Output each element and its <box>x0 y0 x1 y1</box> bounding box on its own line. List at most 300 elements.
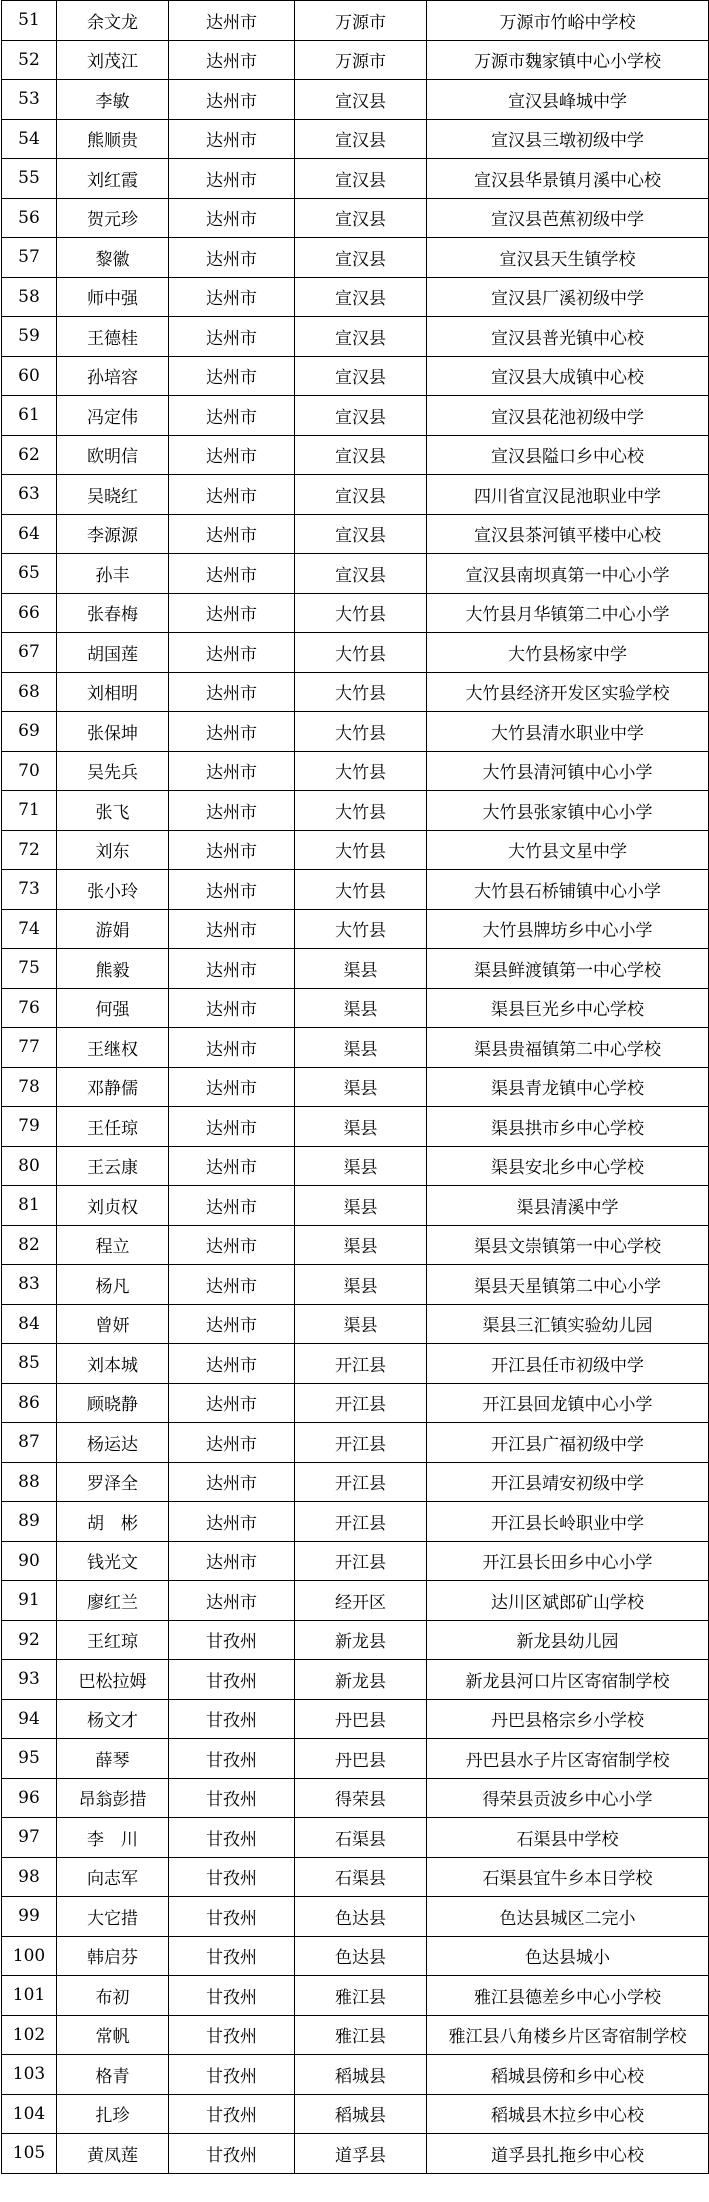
county-cell: 大竹县 <box>295 791 427 831</box>
school-cell: 宣汉县普光镇中心校 <box>427 317 709 357</box>
name-cell: 熊毅 <box>57 949 169 989</box>
row-number-cell: 77 <box>2 1028 57 1068</box>
school-cell: 渠县鲜渡镇第一中心学校 <box>427 949 709 989</box>
table-row <box>2 1 709 41</box>
school-cell: 大竹县牌坊乡中心小学 <box>427 909 709 949</box>
city-cell: 达州市 <box>169 554 295 594</box>
city-cell: 达州市 <box>169 909 295 949</box>
county-cell: 开江县 <box>295 1541 427 1581</box>
school-cell: 开江县长田乡中心小学 <box>427 1541 709 1581</box>
school-cell: 新龙县河口片区寄宿制学校 <box>427 1660 709 1700</box>
city-cell: 达州市 <box>169 1265 295 1305</box>
name-cell: 顾晓静 <box>57 1383 169 1423</box>
table-row <box>2 909 709 949</box>
county-cell: 万源市 <box>295 40 427 80</box>
table-row <box>2 1620 709 1660</box>
name-cell: 张小玲 <box>57 870 169 910</box>
table-row <box>2 1739 709 1779</box>
row-number-cell: 92 <box>2 1620 57 1660</box>
row-number-cell: 84 <box>2 1304 57 1344</box>
row-number-cell: 95 <box>2 1739 57 1779</box>
table-row <box>2 593 709 633</box>
school-cell: 大竹县清河镇中心小学 <box>427 751 709 791</box>
name-cell: 吴晓红 <box>57 475 169 515</box>
city-cell: 甘孜州 <box>169 1936 295 1976</box>
name-cell: 孙培容 <box>57 356 169 396</box>
row-number-cell: 66 <box>2 593 57 633</box>
school-cell: 万源市魏家镇中心小学校 <box>427 40 709 80</box>
name-cell: 邓静儒 <box>57 1067 169 1107</box>
row-number-cell: 51 <box>2 1 57 41</box>
name-cell: 胡国莲 <box>57 633 169 673</box>
school-cell: 宣汉县隘口乡中心校 <box>427 435 709 475</box>
county-cell: 开江县 <box>295 1383 427 1423</box>
school-cell: 稻城县木拉乡中心校 <box>427 2094 709 2134</box>
name-cell: 王任琼 <box>57 1107 169 1147</box>
row-number-cell: 52 <box>2 40 57 80</box>
name-cell: 常帆 <box>57 2015 169 2055</box>
city-cell: 达州市 <box>169 1107 295 1147</box>
school-cell: 渠县贵福镇第二中心学校 <box>427 1028 709 1068</box>
table-row <box>2 1857 709 1897</box>
city-cell: 达州市 <box>169 1423 295 1463</box>
table-row <box>2 791 709 831</box>
name-cell: 张保坤 <box>57 712 169 752</box>
city-cell: 甘孜州 <box>169 1818 295 1858</box>
school-cell: 渠县天星镇第二中心小学 <box>427 1265 709 1305</box>
name-cell: 刘相明 <box>57 672 169 712</box>
row-number-cell: 59 <box>2 317 57 357</box>
city-cell: 达州市 <box>169 1028 295 1068</box>
name-cell: 冯定伟 <box>57 396 169 436</box>
table-row <box>2 1423 709 1463</box>
row-number-cell: 102 <box>2 2015 57 2055</box>
city-cell: 甘孜州 <box>169 1620 295 1660</box>
city-cell: 达州市 <box>169 1462 295 1502</box>
row-number-cell: 101 <box>2 1976 57 2016</box>
city-cell: 达州市 <box>169 593 295 633</box>
county-cell: 开江县 <box>295 1462 427 1502</box>
row-number-cell: 53 <box>2 80 57 120</box>
table-row <box>2 475 709 515</box>
table-row <box>2 435 709 475</box>
table-row <box>2 396 709 436</box>
city-cell: 达州市 <box>169 712 295 752</box>
row-number-cell: 98 <box>2 1857 57 1897</box>
county-cell: 宣汉县 <box>295 396 427 436</box>
name-cell: 巴松拉姆 <box>57 1660 169 1700</box>
city-cell: 达州市 <box>169 119 295 159</box>
table-row <box>2 119 709 159</box>
table-row <box>2 1344 709 1384</box>
school-cell: 石渠县宜牛乡本日学校 <box>427 1857 709 1897</box>
table-row <box>2 1028 709 1068</box>
school-cell: 色达县城小 <box>427 1936 709 1976</box>
school-cell: 渠县巨光乡中心学校 <box>427 988 709 1028</box>
row-number-cell: 93 <box>2 1660 57 1700</box>
county-cell: 宣汉县 <box>295 435 427 475</box>
school-cell: 稻城县傍和乡中心校 <box>427 2055 709 2095</box>
county-cell: 开江县 <box>295 1502 427 1542</box>
city-cell: 达州市 <box>169 830 295 870</box>
city-cell: 甘孜州 <box>169 1660 295 1700</box>
school-cell: 丹巴县格宗乡小学校 <box>427 1699 709 1739</box>
row-number-cell: 71 <box>2 791 57 831</box>
county-cell: 渠县 <box>295 1265 427 1305</box>
row-number-cell: 89 <box>2 1502 57 1542</box>
school-cell: 渠县拱市乡中心学校 <box>427 1107 709 1147</box>
table-row <box>2 2094 709 2134</box>
city-cell: 达州市 <box>169 80 295 120</box>
name-cell: 扎珍 <box>57 2094 169 2134</box>
row-number-cell: 60 <box>2 356 57 396</box>
name-cell: 刘贞权 <box>57 1186 169 1226</box>
row-number-cell: 83 <box>2 1265 57 1305</box>
table-row <box>2 277 709 317</box>
county-cell: 雅江县 <box>295 2015 427 2055</box>
table-row <box>2 1976 709 2016</box>
table-row <box>2 1699 709 1739</box>
name-cell: 李 川 <box>57 1818 169 1858</box>
name-cell: 胡 彬 <box>57 1502 169 1542</box>
city-cell: 达州市 <box>169 1 295 41</box>
city-cell: 达州市 <box>169 159 295 199</box>
school-cell: 大竹县经济开发区实验学校 <box>427 672 709 712</box>
city-cell: 达州市 <box>169 791 295 831</box>
row-number-cell: 80 <box>2 1146 57 1186</box>
school-cell: 宣汉县天生镇学校 <box>427 238 709 278</box>
city-cell: 甘孜州 <box>169 1739 295 1779</box>
table-row <box>2 949 709 989</box>
city-cell: 达州市 <box>169 1186 295 1226</box>
city-cell: 达州市 <box>169 198 295 238</box>
name-cell: 钱光文 <box>57 1541 169 1581</box>
city-cell: 达州市 <box>169 1581 295 1621</box>
school-cell: 宣汉县芭蕉初级中学 <box>427 198 709 238</box>
city-cell: 甘孜州 <box>169 2015 295 2055</box>
county-cell: 宣汉县 <box>295 554 427 594</box>
name-cell: 格青 <box>57 2055 169 2095</box>
table-row <box>2 1541 709 1581</box>
table-row <box>2 238 709 278</box>
table-row <box>2 988 709 1028</box>
county-cell: 渠县 <box>295 1186 427 1226</box>
school-cell: 达川区斌郎矿山学校 <box>427 1581 709 1621</box>
row-number-cell: 73 <box>2 870 57 910</box>
table-row <box>2 2015 709 2055</box>
county-cell: 石渠县 <box>295 1818 427 1858</box>
table-row <box>2 40 709 80</box>
name-cell: 张春梅 <box>57 593 169 633</box>
table-row <box>2 317 709 357</box>
school-cell: 开江县任市初级中学 <box>427 1344 709 1384</box>
name-cell: 昂翁彭措 <box>57 1778 169 1818</box>
row-number-cell: 57 <box>2 238 57 278</box>
city-cell: 甘孜州 <box>169 1699 295 1739</box>
table-row <box>2 514 709 554</box>
row-number-cell: 55 <box>2 159 57 199</box>
county-cell: 石渠县 <box>295 1857 427 1897</box>
name-cell: 熊顺贵 <box>57 119 169 159</box>
name-cell: 王红琼 <box>57 1620 169 1660</box>
school-cell: 宣汉县华景镇月溪中心校 <box>427 159 709 199</box>
city-cell: 达州市 <box>169 317 295 357</box>
city-cell: 达州市 <box>169 356 295 396</box>
name-cell: 廖红兰 <box>57 1581 169 1621</box>
city-cell: 达州市 <box>169 40 295 80</box>
county-cell: 色达县 <box>295 1936 427 1976</box>
school-cell: 得荣县贡波乡中心小学 <box>427 1778 709 1818</box>
table-row <box>2 2055 709 2095</box>
school-cell: 开江县广福初级中学 <box>427 1423 709 1463</box>
name-cell: 贺元珍 <box>57 198 169 238</box>
table-row <box>2 159 709 199</box>
county-cell: 大竹县 <box>295 870 427 910</box>
table-row <box>2 198 709 238</box>
city-cell: 达州市 <box>169 277 295 317</box>
school-cell: 大竹县清水职业中学 <box>427 712 709 752</box>
row-number-cell: 96 <box>2 1778 57 1818</box>
county-cell: 雅江县 <box>295 1976 427 2016</box>
county-cell: 大竹县 <box>295 751 427 791</box>
row-number-cell: 62 <box>2 435 57 475</box>
name-cell: 布初 <box>57 1976 169 2016</box>
table-row <box>2 1146 709 1186</box>
city-cell: 达州市 <box>169 1304 295 1344</box>
school-cell: 大竹县月华镇第二中心小学 <box>427 593 709 633</box>
row-number-cell: 67 <box>2 633 57 673</box>
name-cell: 师中强 <box>57 277 169 317</box>
school-cell: 宣汉县厂溪初级中学 <box>427 277 709 317</box>
county-cell: 宣汉县 <box>295 514 427 554</box>
county-cell: 丹巴县 <box>295 1739 427 1779</box>
row-number-cell: 69 <box>2 712 57 752</box>
school-cell: 大竹县张家镇中心小学 <box>427 791 709 831</box>
name-cell: 大它措 <box>57 1897 169 1937</box>
school-cell: 万源市竹峪中学校 <box>427 1 709 41</box>
county-cell: 渠县 <box>295 1146 427 1186</box>
name-cell: 杨运达 <box>57 1423 169 1463</box>
table-row <box>2 356 709 396</box>
row-number-cell: 54 <box>2 119 57 159</box>
name-cell: 杨文才 <box>57 1699 169 1739</box>
row-number-cell: 81 <box>2 1186 57 1226</box>
county-cell: 大竹县 <box>295 633 427 673</box>
county-cell: 渠县 <box>295 1107 427 1147</box>
table-row <box>2 1265 709 1305</box>
county-cell: 新龙县 <box>295 1660 427 1700</box>
county-cell: 大竹县 <box>295 672 427 712</box>
row-number-cell: 64 <box>2 514 57 554</box>
city-cell: 甘孜州 <box>169 1857 295 1897</box>
school-cell: 石渠县中学校 <box>427 1818 709 1858</box>
city-cell: 甘孜州 <box>169 2094 295 2134</box>
school-cell: 宣汉县三墩初级中学 <box>427 119 709 159</box>
name-cell: 游娟 <box>57 909 169 949</box>
name-cell: 王德桂 <box>57 317 169 357</box>
city-cell: 达州市 <box>169 870 295 910</box>
table-row <box>2 1581 709 1621</box>
school-cell: 开江县靖安初级中学 <box>427 1462 709 1502</box>
city-cell: 达州市 <box>169 1344 295 1384</box>
table-row <box>2 1778 709 1818</box>
table-row <box>2 672 709 712</box>
row-number-cell: 97 <box>2 1818 57 1858</box>
table-row <box>2 1462 709 1502</box>
county-cell: 宣汉县 <box>295 159 427 199</box>
city-cell: 达州市 <box>169 1383 295 1423</box>
county-cell: 开江县 <box>295 1423 427 1463</box>
table-row <box>2 870 709 910</box>
table-row <box>2 2134 709 2174</box>
school-cell: 大竹县文星中学 <box>427 830 709 870</box>
school-cell: 宣汉县花池初级中学 <box>427 396 709 436</box>
school-cell: 丹巴县水子片区寄宿制学校 <box>427 1739 709 1779</box>
city-cell: 达州市 <box>169 435 295 475</box>
school-cell: 宣汉县大成镇中心校 <box>427 356 709 396</box>
table-row <box>2 830 709 870</box>
county-cell: 渠县 <box>295 949 427 989</box>
row-number-cell: 65 <box>2 554 57 594</box>
row-number-cell: 90 <box>2 1541 57 1581</box>
row-number-cell: 88 <box>2 1462 57 1502</box>
name-cell: 曾妍 <box>57 1304 169 1344</box>
city-cell: 达州市 <box>169 1067 295 1107</box>
row-number-cell: 78 <box>2 1067 57 1107</box>
name-cell: 何强 <box>57 988 169 1028</box>
county-cell: 宣汉县 <box>295 198 427 238</box>
city-cell: 甘孜州 <box>169 2134 295 2174</box>
row-number-cell: 70 <box>2 751 57 791</box>
county-cell: 得荣县 <box>295 1778 427 1818</box>
city-cell: 达州市 <box>169 475 295 515</box>
row-number-cell: 103 <box>2 2055 57 2095</box>
city-cell: 甘孜州 <box>169 1976 295 2016</box>
row-number-cell: 76 <box>2 988 57 1028</box>
name-cell: 吴先兵 <box>57 751 169 791</box>
county-cell: 渠县 <box>295 988 427 1028</box>
table-row <box>2 1502 709 1542</box>
city-cell: 达州市 <box>169 1502 295 1542</box>
school-cell: 雅江县八角楼乡片区寄宿制学校 <box>427 2015 709 2055</box>
table-row <box>2 1225 709 1265</box>
table-row <box>2 1067 709 1107</box>
school-cell: 渠县青龙镇中心学校 <box>427 1067 709 1107</box>
city-cell: 达州市 <box>169 1146 295 1186</box>
county-cell: 大竹县 <box>295 593 427 633</box>
table-row <box>2 1818 709 1858</box>
county-cell: 稻城县 <box>295 2055 427 2095</box>
school-cell: 渠县三汇镇实验幼儿园 <box>427 1304 709 1344</box>
table-row <box>2 1383 709 1423</box>
row-number-cell: 68 <box>2 672 57 712</box>
row-number-cell: 56 <box>2 198 57 238</box>
name-cell: 薛琴 <box>57 1739 169 1779</box>
county-cell: 丹巴县 <box>295 1699 427 1739</box>
school-cell: 宣汉县茶河镇平楼中心校 <box>427 514 709 554</box>
county-cell: 经开区 <box>295 1581 427 1621</box>
school-cell: 新龙县幼儿园 <box>427 1620 709 1660</box>
school-cell: 渠县清溪中学 <box>427 1186 709 1226</box>
row-number-cell: 72 <box>2 830 57 870</box>
table-row <box>2 554 709 594</box>
county-cell: 宣汉县 <box>295 475 427 515</box>
school-cell: 宣汉县南坝真第一中心小学 <box>427 554 709 594</box>
city-cell: 达州市 <box>169 1225 295 1265</box>
school-cell: 开江县回龙镇中心小学 <box>427 1383 709 1423</box>
school-cell: 雅江县德差乡中心小学校 <box>427 1976 709 2016</box>
school-cell: 大竹县杨家中学 <box>427 633 709 673</box>
name-cell: 孙丰 <box>57 554 169 594</box>
table-row <box>2 751 709 791</box>
name-cell: 李源源 <box>57 514 169 554</box>
county-cell: 宣汉县 <box>295 356 427 396</box>
row-number-cell: 99 <box>2 1897 57 1937</box>
name-cell: 程立 <box>57 1225 169 1265</box>
city-cell: 达州市 <box>169 1541 295 1581</box>
name-cell: 刘东 <box>57 830 169 870</box>
county-cell: 渠县 <box>295 1067 427 1107</box>
row-number-cell: 87 <box>2 1423 57 1463</box>
county-cell: 大竹县 <box>295 909 427 949</box>
row-number-cell: 91 <box>2 1581 57 1621</box>
county-cell: 渠县 <box>295 1225 427 1265</box>
school-cell: 宣汉县峰城中学 <box>427 80 709 120</box>
city-cell: 达州市 <box>169 949 295 989</box>
name-cell: 王继权 <box>57 1028 169 1068</box>
city-cell: 达州市 <box>169 751 295 791</box>
county-cell: 万源市 <box>295 1 427 41</box>
county-cell: 大竹县 <box>295 712 427 752</box>
city-cell: 甘孜州 <box>169 1778 295 1818</box>
name-cell: 杨凡 <box>57 1265 169 1305</box>
city-cell: 达州市 <box>169 633 295 673</box>
school-cell: 渠县安北乡中心学校 <box>427 1146 709 1186</box>
row-number-cell: 100 <box>2 1936 57 1976</box>
row-number-cell: 86 <box>2 1383 57 1423</box>
name-cell: 刘茂江 <box>57 40 169 80</box>
name-cell: 韩启芬 <box>57 1936 169 1976</box>
table-row <box>2 1107 709 1147</box>
county-cell: 稻城县 <box>295 2094 427 2134</box>
table-row <box>2 1186 709 1226</box>
name-cell: 欧明信 <box>57 435 169 475</box>
name-cell: 向志军 <box>57 1857 169 1897</box>
city-cell: 达州市 <box>169 396 295 436</box>
school-cell: 大竹县石桥铺镇中心小学 <box>427 870 709 910</box>
row-number-cell: 85 <box>2 1344 57 1384</box>
table-row <box>2 80 709 120</box>
school-cell: 色达县城区二完小 <box>427 1897 709 1937</box>
city-cell: 达州市 <box>169 988 295 1028</box>
name-cell: 黄凤莲 <box>57 2134 169 2174</box>
county-cell: 宣汉县 <box>295 238 427 278</box>
row-number-cell: 105 <box>2 2134 57 2174</box>
school-cell: 渠县文崇镇第一中心学校 <box>427 1225 709 1265</box>
city-cell: 甘孜州 <box>169 1897 295 1937</box>
name-cell: 余文龙 <box>57 1 169 41</box>
table-body <box>2 1 709 2174</box>
table-row <box>2 633 709 673</box>
name-cell: 王云康 <box>57 1146 169 1186</box>
county-cell: 道孚县 <box>295 2134 427 2174</box>
county-cell: 色达县 <box>295 1897 427 1937</box>
county-cell: 宣汉县 <box>295 119 427 159</box>
table-row <box>2 712 709 752</box>
row-number-cell: 58 <box>2 277 57 317</box>
school-cell: 道孚县扎拖乡中心校 <box>427 2134 709 2174</box>
row-number-cell: 82 <box>2 1225 57 1265</box>
